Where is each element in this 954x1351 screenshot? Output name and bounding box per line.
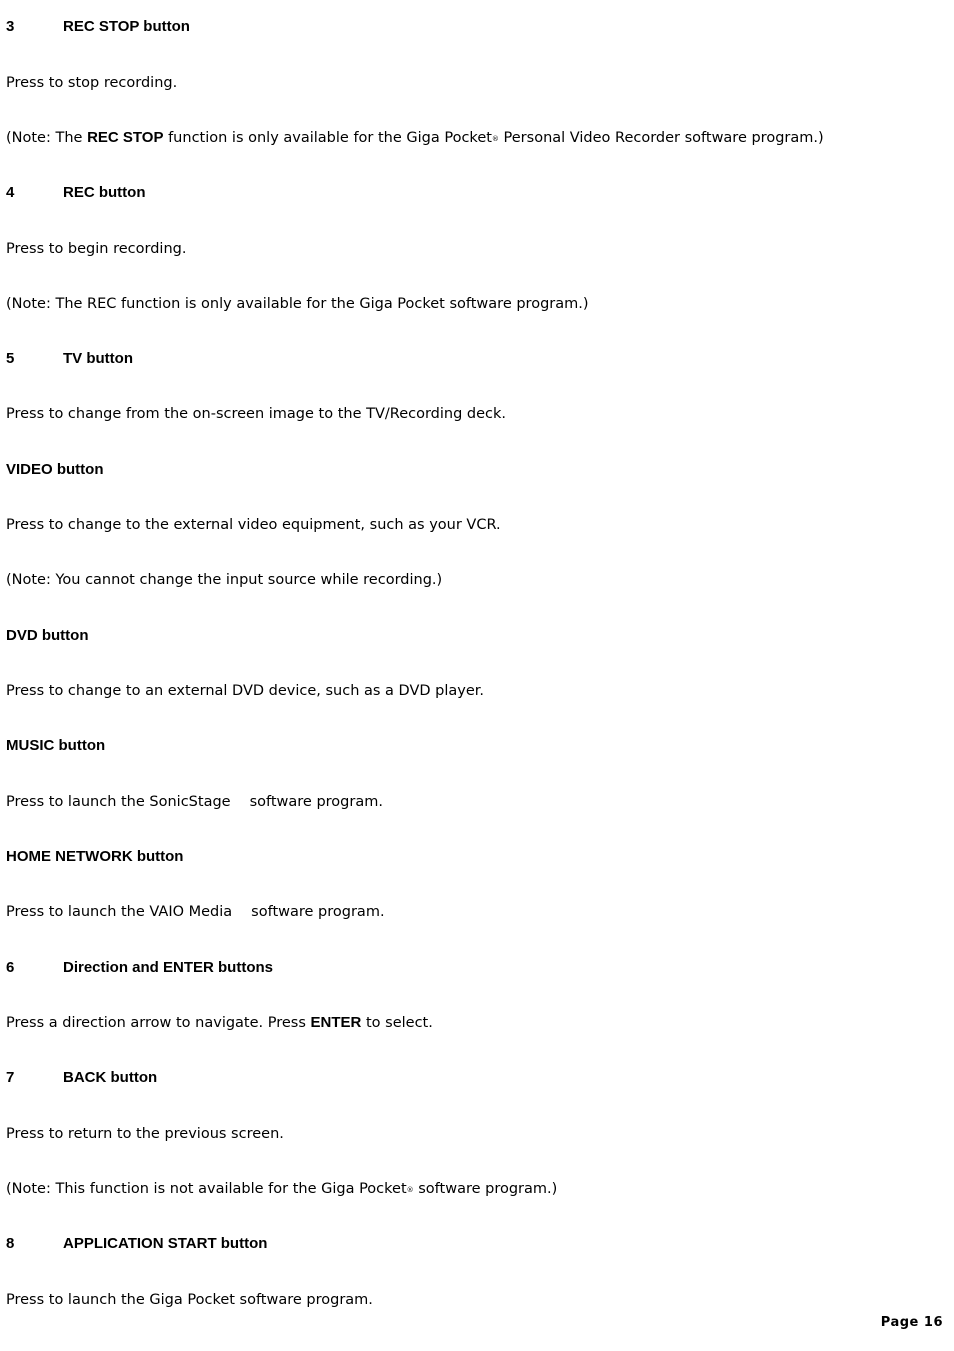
note-text: (Note: This function is not available for the Giga Pocket <box>6 1181 407 1197</box>
item-title: REC STOP button <box>63 18 190 35</box>
desc-back: Press to return to the previous screen. <box>6 1126 284 1142</box>
item-number: 4 <box>6 184 15 201</box>
heading-video: VIDEO button <box>6 461 104 478</box>
note-text: (Note: The <box>6 130 88 146</box>
note-text: function is only available for the Giga Pocket <box>163 130 492 146</box>
page-number: Page 16 <box>880 1315 943 1330</box>
desc-music <box>6 793 383 811</box>
note-rec-stop <box>6 129 824 148</box>
desc-rec: Press to begin recording. <box>6 241 187 257</box>
desc-dvd: Press to change to an external DVD device, such as a DVD player. <box>6 683 485 699</box>
desc-text: Press to launch the VAIO Media <box>6 904 233 920</box>
item-title: BACK button <box>63 1069 158 1086</box>
heading-rec <box>6 184 145 202</box>
note-text: software program.) <box>413 1181 558 1197</box>
note-bold-text: REC STOP <box>87 129 164 146</box>
desc-tv: Press to change from the on-screen image to the TV/Recording deck. <box>6 406 507 422</box>
desc-text: software program. <box>251 904 385 920</box>
heading-rec-stop <box>6 18 190 36</box>
item-title: Direction and ENTER buttons <box>63 959 273 976</box>
desc-text: software program. <box>249 794 383 810</box>
item-number: 8 <box>6 1235 15 1252</box>
heading-dvd: DVD button <box>6 627 89 644</box>
desc-home-network <box>6 903 385 921</box>
item-title: TV button <box>63 350 133 367</box>
registered-mark: ® <box>406 1186 414 1194</box>
desc-text: Press to launch the SonicStage <box>6 794 231 810</box>
desc-direction <box>6 1014 433 1032</box>
item-number: 6 <box>6 959 15 976</box>
item-title: APPLICATION START button <box>63 1235 268 1252</box>
desc-rec-stop: Press to stop recording. <box>6 75 178 91</box>
item-number: 3 <box>6 18 15 35</box>
desc-application-start: Press to launch the Giga Pocket software program. <box>6 1292 373 1308</box>
note-text: Personal Video Recorder software program.) <box>498 130 824 146</box>
desc-text: to select. <box>361 1015 433 1031</box>
note-back <box>6 1180 557 1199</box>
note-rec: (Note: The REC function is only available for the Giga Pocket software program.) <box>6 296 589 312</box>
heading-back <box>6 1069 157 1087</box>
heading-home-network: HOME NETWORK button <box>6 848 184 865</box>
desc-video: Press to change to the external video equipment, such as your VCR. <box>6 517 501 533</box>
heading-direction <box>6 959 273 977</box>
item-number: 5 <box>6 350 15 367</box>
item-title: REC button <box>63 184 146 201</box>
registered-mark: ® <box>491 135 499 143</box>
heading-music: MUSIC button <box>6 737 106 754</box>
desc-text: Press a direction arrow to navigate. Press <box>6 1015 311 1031</box>
item-number: 7 <box>6 1069 15 1086</box>
desc-bold-text: ENTER <box>310 1014 362 1031</box>
note-video: (Note: You cannot change the input source while recording.) <box>6 572 443 588</box>
heading-tv <box>6 350 133 368</box>
heading-application-start <box>6 1235 267 1253</box>
